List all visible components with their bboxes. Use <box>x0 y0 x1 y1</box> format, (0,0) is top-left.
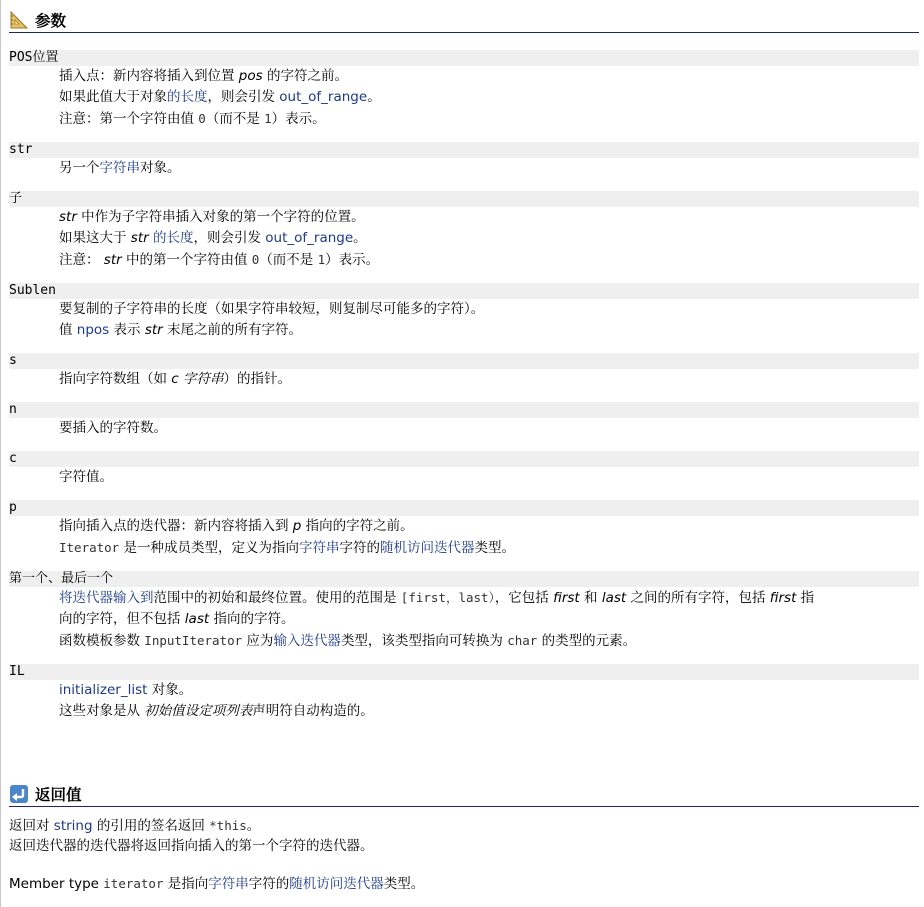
description-line <box>59 320 919 341</box>
param-name: IL <box>9 664 919 680</box>
text-run: 字符的 <box>339 540 381 556</box>
text-run: 声明符自动构造的。 <box>252 703 374 719</box>
emphasis-text: str <box>130 230 149 246</box>
code-text: InputIterator <box>144 633 243 648</box>
text-run: ，它包括 <box>494 590 554 606</box>
doc-link[interactable]: 字符串 <box>299 540 340 556</box>
text-run: ，则会引发 <box>207 89 280 105</box>
text-run: （而不是 <box>259 252 318 268</box>
text-run: 中的第一个字符由值 <box>121 252 252 268</box>
doc-link[interactable]: 的长度 <box>152 230 194 246</box>
param-description <box>9 587 919 652</box>
text-run: ）表示。 <box>325 252 380 268</box>
text-run: 要复制的子字符串的长度（如果字符串较短，则复制尽可能多的字符）。 <box>59 301 485 317</box>
text-run: （而不是 <box>205 111 265 127</box>
doc-link[interactable]: 字符串 <box>208 876 249 892</box>
doc-link[interactable]: out_of_range <box>279 89 368 105</box>
doc-link[interactable]: 的长度 <box>167 89 208 105</box>
text-run: 如果这大于 <box>59 230 131 246</box>
text-run: 应为 <box>242 633 274 649</box>
description-line <box>59 66 919 87</box>
param-description <box>9 66 919 130</box>
return-line <box>9 816 919 836</box>
param-name: c <box>9 451 919 467</box>
return-line <box>9 836 919 856</box>
param-entry <box>9 353 919 390</box>
param-description <box>9 369 919 390</box>
text-run: 的字符之前。 <box>262 68 348 84</box>
text-run: 指向字符数组（如 <box>59 371 172 387</box>
return-line <box>9 856 919 874</box>
emphasis-text: str <box>103 252 122 268</box>
text-run: 类型。 <box>474 540 516 556</box>
description-line <box>59 516 919 537</box>
param-name: n <box>9 402 919 418</box>
doc-link[interactable]: 随机访问迭代器 <box>380 540 475 556</box>
doc-link[interactable]: 输入迭代器 <box>273 633 341 649</box>
text-run: 值 <box>59 322 77 338</box>
param-entry <box>9 500 919 559</box>
doc-link[interactable]: initializer_list <box>59 682 148 698</box>
text-run: 类型。 <box>383 876 425 892</box>
code-text: 0 <box>251 252 260 267</box>
param-name: str <box>9 142 919 158</box>
doc-link[interactable]: 字符串 <box>99 160 140 176</box>
text-run: ）表示。 <box>271 111 326 127</box>
doc-link[interactable]: npos <box>76 322 110 338</box>
description-line <box>59 537 919 559</box>
param-entry <box>9 50 919 130</box>
description-line <box>59 418 919 439</box>
text-run: 。 <box>246 818 261 834</box>
parameters-list <box>9 50 919 734</box>
description-line <box>59 609 919 630</box>
emphasis-text: first <box>553 590 580 606</box>
text-run: 返回迭代器的迭代器将返回指向插入的第一个字符的迭代器。 <box>9 838 374 854</box>
text-run: 。 <box>353 230 367 246</box>
param-entry <box>9 191 919 271</box>
text-run: 字符值。 <box>59 469 113 485</box>
code-text: 1 <box>317 252 326 267</box>
param-description <box>9 467 919 488</box>
param-entry <box>9 451 919 488</box>
return-value-header <box>9 782 919 807</box>
text-run: 指向的字符。 <box>209 611 295 627</box>
param-description <box>9 158 919 179</box>
text-run: 和 <box>579 590 602 606</box>
left-border <box>0 0 1 907</box>
code-text: iterator <box>103 876 164 891</box>
code-text: Iterator <box>59 540 120 555</box>
emphasis-text: str <box>144 322 163 338</box>
description-line <box>59 369 919 390</box>
text-run: 返回对 <box>9 818 54 834</box>
param-name: s <box>9 353 919 369</box>
doc-link[interactable]: out_of_range <box>265 230 354 246</box>
param-description <box>9 418 919 439</box>
description-line <box>59 87 919 108</box>
text-run: Member type <box>9 876 104 892</box>
param-description <box>9 516 919 559</box>
text-run: 末尾之前的所有字符。 <box>162 322 302 338</box>
text-run: 如果此值大于对象 <box>59 89 167 105</box>
return-value-body <box>9 816 919 894</box>
text-run: 这些对象是从 <box>59 703 145 719</box>
description-line <box>59 299 919 320</box>
emphasis-text: last <box>184 611 210 627</box>
emphasis-text: p <box>292 518 302 534</box>
text-run: 注意： <box>59 252 104 268</box>
emphasis-text: first <box>769 590 797 606</box>
description-line <box>59 158 919 179</box>
code-text: char <box>507 633 538 648</box>
parameters-title: 参数 <box>35 12 67 30</box>
param-entry <box>9 142 919 179</box>
param-name: 第一个、最后一个 <box>9 571 919 587</box>
param-entry <box>9 571 919 652</box>
description-line <box>59 630 919 652</box>
return-line <box>9 874 919 894</box>
text-run: 中作为子字符串插入对象的第一个字符的位置。 <box>76 209 365 225</box>
param-name: Sublen <box>9 283 919 299</box>
text-run: 注意：第一个字符由值 <box>59 111 199 127</box>
text-run: 。 <box>367 89 381 105</box>
text-run: 要插入的字符数。 <box>59 420 167 436</box>
code-text: 1 <box>264 111 272 126</box>
text-run: 指向插入点的迭代器：新内容将插入到 <box>59 518 293 534</box>
text-run: 对象。 <box>147 682 193 698</box>
code-text: 0 <box>198 111 206 126</box>
code-text: *this <box>209 818 247 833</box>
text-run: 对象。 <box>140 160 181 176</box>
return-value-title: 返回值 <box>35 786 82 804</box>
description-line <box>59 467 919 488</box>
emphasis-text: 初始值设定项列表 <box>144 703 253 719</box>
emphasis-text: str <box>59 209 77 225</box>
text-run: 是指向 <box>163 876 209 892</box>
doc-link[interactable]: 将迭代器输入到 <box>59 590 154 606</box>
param-entry <box>9 283 919 341</box>
code-text: [first，last） <box>400 590 495 605</box>
emphasis-text: pos <box>238 68 263 84</box>
text-run: 是一种成员类型，定义为指向 <box>119 540 300 556</box>
description-line <box>59 108 919 130</box>
text-run: 之间的所有字符，包括 <box>626 590 770 606</box>
param-entry <box>9 402 919 439</box>
text-run: 类型，该类型指向可转换为 <box>340 633 508 649</box>
description-line <box>59 680 919 701</box>
emphasis-text: last <box>601 590 627 606</box>
param-description <box>9 299 919 341</box>
text-run: 函数模板参数 <box>59 633 145 649</box>
param-name: POS位置 <box>9 50 919 66</box>
description-line <box>59 701 919 722</box>
text-run: ，则会引发 <box>193 230 266 246</box>
text-run: 范围中的初始和最终位置。使用的范围是 <box>153 590 401 606</box>
text-run: 的类型的元素。 <box>537 633 637 649</box>
text-run: 指 <box>796 590 815 606</box>
ruler-icon <box>9 10 29 30</box>
doc-link[interactable]: string <box>53 818 93 834</box>
description-line <box>59 249 919 271</box>
text-run: 的引用的签名返回 <box>92 818 210 834</box>
return-arrow-icon <box>9 784 29 804</box>
param-name: 子 <box>9 191 919 207</box>
text-run: 插入点：新内容将插入到位置 <box>59 68 239 84</box>
description-line <box>59 228 919 249</box>
doc-link[interactable]: 随机访问迭代器 <box>289 876 384 892</box>
param-description <box>9 680 919 722</box>
text-run: 向的字符，但不包括 <box>59 611 185 627</box>
description-line <box>59 207 919 228</box>
text-run: 另一个 <box>59 160 100 176</box>
text-run: 表示 <box>109 322 145 338</box>
emphasis-text: c 字符串 <box>171 371 224 387</box>
text-run: 字符的 <box>248 876 290 892</box>
param-description <box>9 207 919 271</box>
text-run: ）的指针。 <box>223 371 292 387</box>
text-run: 指向的字符之前。 <box>301 518 414 534</box>
param-entry <box>9 664 919 722</box>
param-name: p <box>9 500 919 516</box>
parameters-header <box>9 8 919 33</box>
description-line <box>59 587 919 609</box>
